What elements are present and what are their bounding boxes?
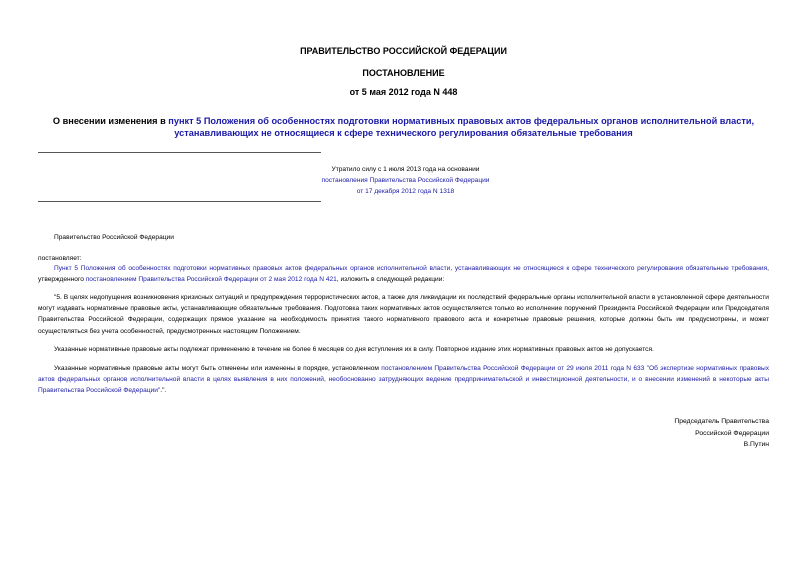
paragraph-4-end: .". xyxy=(160,387,167,395)
paragraph-1 xyxy=(38,263,769,285)
paragraph-2: "5. В целях недопущения возникновения кризисных ситуаций и предупреждения террористических актов, а также для ликвидации их последствий федеральные органы исполнительной власти в установленной сфере деятельности могут издавать нормативные правовые акты, устанавливающие обязательные требования. Подготовка таких нормативных актов осуществляется только во исполнение поручений Президента Российской Федерации или Председателя Правительства Российской Федерации, содержащих прямое указание на необходимость принятия такого нормативного правового акта и конкретные правовые решения, которые должны быть им предусмотрены, и может осуществляться без учета особенностей, предусмотренных настоящим Положением. xyxy=(38,294,769,335)
paragraph-4-start: Указанные нормативные правовые акты могут быть отменены или изменены в порядке, установленном xyxy=(54,365,379,372)
signature-block xyxy=(609,416,769,451)
signature-name: В.Путин xyxy=(743,441,769,448)
paragraph-1-mid: , утвержденного xyxy=(38,265,769,284)
decrees-text: постановляет: xyxy=(38,255,82,262)
status-note-link-line1[interactable]: постановления Правительства Российской Федерации xyxy=(321,177,490,184)
status-note-text: Утратило силу с 1 июля 2013 года на основании xyxy=(331,166,480,173)
document-type-heading: ПОСТАНОВЛЕНИЕ xyxy=(362,68,445,78)
paragraph-1-link-regulation[interactable]: Пункт 5 Положения об особенностях подготовки нормативных правовых актов федеральных органов исполнительной власти, устанавливающих не относящиеся к сфере технического регулирования обязательные требования xyxy=(54,265,768,272)
paragraph-1-link-decree[interactable]: постановлением Правительства Российской Федерации от 2 мая 2012 года N 421 xyxy=(85,276,337,284)
issuer-text: Правительство Российской Федерации xyxy=(54,234,174,241)
note-top-divider xyxy=(38,152,321,153)
title-prefix: О внесении изменения в xyxy=(52,116,166,126)
signature-country: Российской Федерации xyxy=(695,429,769,437)
paragraph-4-link[interactable]: постановлением Правительства Российской Федерации от 29 июля 2011 года N 633 "Об экспертизе нормативных правовых актов федеральных органов исполнительной власти в целях выявления в них положений, необоснованно затрудняющих ведение предпринимательской и инвестиционной деятельности, и о внесении изменений в некоторые акты Правительства Российской Федерации" xyxy=(38,365,769,395)
note-bottom-divider xyxy=(38,201,321,202)
document-date-number: от 5 мая 2012 года N 448 xyxy=(349,87,458,97)
document-title xyxy=(40,115,767,139)
paragraph-1-end: , изложить в следующей редакции: xyxy=(336,276,445,284)
title-link[interactable]: пункт 5 Положения об особенностях подготовки нормативных правовых актов федеральных органов исполнительной власти, устанавливающих не относящиеся к сфере технического регулирования обязательные требования xyxy=(168,116,755,138)
paragraph-4 xyxy=(38,363,769,397)
status-note-link-line2[interactable]: от 17 декабря 2012 года N 1318 xyxy=(356,188,455,195)
paragraph-3: Указанные нормативные правовые акты подлежат применению в течение не более 6 месяцев со дня вступления их в силу. Повторное издание этих нормативных правовых актов не допускается. xyxy=(54,346,654,353)
government-heading: ПРАВИТЕЛЬСТВО РОССИЙСКОЙ ФЕДЕРАЦИИ xyxy=(300,46,507,56)
status-note xyxy=(313,164,498,197)
signature-position: Председатель Правительства xyxy=(674,418,769,425)
